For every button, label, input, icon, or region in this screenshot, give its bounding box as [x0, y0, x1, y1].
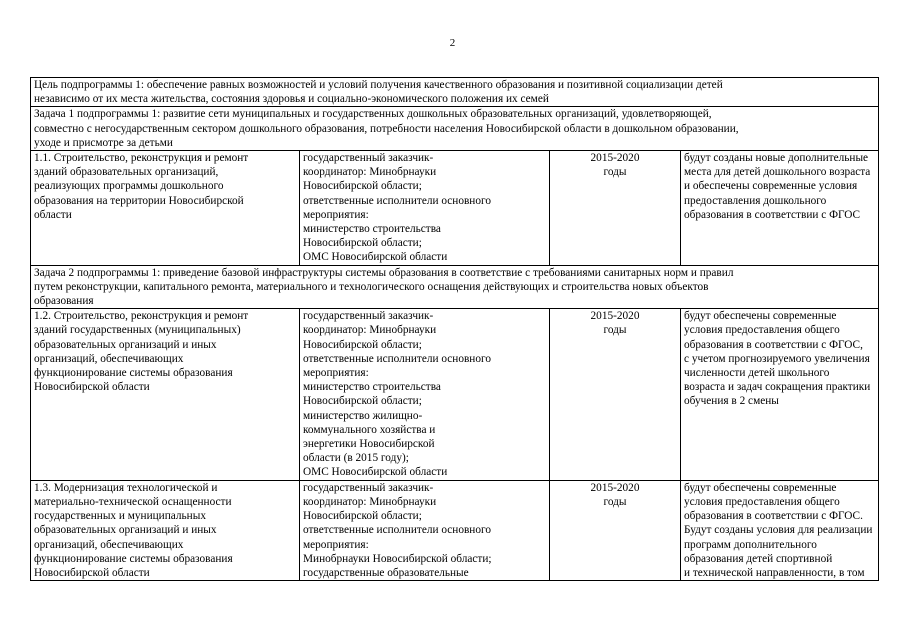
- subprogram-measures-table: [30, 77, 879, 581]
- table-row: [31, 309, 879, 480]
- goal-text: независимо от их места жительства, состояния здоровья и социально-экономического положения их семей: [34, 93, 549, 106]
- result-text: обучения в 2 смены: [684, 395, 779, 408]
- executor-text: координатор: Минобрнауки: [303, 166, 437, 179]
- result-text: условия предоставления общего: [684, 495, 840, 508]
- executor-text: государственный заказчик-: [303, 152, 434, 165]
- result-text: и технической направленности, в том: [684, 566, 865, 579]
- measure-text: образовательных организаций и иных: [34, 524, 217, 537]
- result-text: предоставления дошкольного: [684, 194, 827, 207]
- executor-text: государственный заказчик-: [303, 481, 434, 494]
- executor-text: Новосибирской области;: [303, 395, 422, 408]
- result-text: будут созданы новые дополнительные: [684, 152, 869, 165]
- result-text: численности детей школьного: [684, 367, 830, 380]
- executor-cell: [300, 480, 550, 580]
- executor-text: Новосибирской области;: [303, 510, 422, 523]
- result-text: условия предоставления общего: [684, 324, 840, 337]
- executor-text: мероприятия:: [303, 538, 369, 551]
- executor-text: министерство строительства: [303, 223, 441, 236]
- measure-text: области: [34, 208, 72, 221]
- task-2-text: путем реконструкции, капитального ремонта, материального и технологического оснащения действующих и строительства новых объектов: [34, 280, 709, 293]
- executor-text: государственные образовательные: [303, 566, 469, 579]
- result-cell: [681, 151, 879, 266]
- executor-text: Новосибирской области;: [303, 338, 422, 351]
- executor-text: Минобрнауки Новосибирской области;: [303, 552, 492, 565]
- result-cell: [681, 309, 879, 480]
- executor-text: министерство жилищно-: [303, 409, 423, 422]
- executor-text: области (в 2015 году);: [303, 452, 409, 465]
- measure-cell: [31, 151, 300, 266]
- measure-text: материально-технической оснащенности: [34, 495, 232, 508]
- measure-text: зданий образовательных организаций,: [34, 166, 219, 179]
- executor-text: Новосибирской области;: [303, 180, 422, 193]
- task-1-text: совместно с негосударственным сектором дошкольного образования, потребности населения Новосибирской области в дошкольном образовании,: [34, 122, 739, 135]
- result-text: будут обеспечены современные: [684, 481, 837, 494]
- goal-cell: [31, 78, 879, 107]
- measure-text: Новосибирской области: [34, 566, 150, 579]
- goal-text: Цель подпрограммы 1: обеспечение равных возможностей и условий получения качественного образования и позитивной социализации детей: [34, 79, 723, 91]
- period-text: 2015-2020: [590, 310, 640, 323]
- executor-text: Новосибирской области;: [303, 237, 422, 250]
- task-2-cell: [31, 265, 879, 309]
- executor-text: энергетики Новосибирской: [303, 438, 435, 451]
- period-text: 2015-2020: [590, 481, 640, 494]
- goal-row: [31, 78, 879, 107]
- result-text: программ дополнительного: [684, 538, 817, 551]
- task-2-row: [31, 265, 879, 309]
- task-1-row: [31, 107, 879, 151]
- executor-text: ответственные исполнители основного: [303, 194, 492, 207]
- result-text: места для детей дошкольного возраста: [684, 166, 871, 179]
- executor-cell: [300, 309, 550, 480]
- result-text: с учетом прогнозируемого увеличения: [684, 352, 870, 365]
- result-text: образования в соответствии с ФГОС.: [684, 510, 863, 523]
- measure-text: функционирование системы образования: [34, 552, 233, 565]
- measure-cell: [31, 480, 300, 580]
- executor-text: ОМС Новосибирской области: [303, 466, 448, 479]
- table-row: [31, 480, 879, 580]
- executor-text: государственный заказчик-: [303, 310, 434, 323]
- result-text: будут обеспечены современные: [684, 310, 837, 323]
- task-2-text: образования: [34, 295, 94, 308]
- period-cell: [550, 480, 681, 580]
- result-text: образования в соответствии с ФГОС,: [684, 338, 863, 351]
- executor-text: координатор: Минобрнауки: [303, 324, 437, 337]
- result-text: образования в соответствии с ФГОС: [684, 208, 861, 221]
- executor-text: ответственные исполнители основного: [303, 352, 492, 365]
- task-1-text: уходе и присмотре за детьми: [34, 136, 173, 149]
- executor-text: ОМС Новосибирской области: [303, 251, 448, 264]
- period-text: годы: [603, 495, 627, 508]
- measure-text: реализующих программы дошкольного: [34, 180, 224, 193]
- measure-text: 1.1. Строительство, реконструкция и ремонт: [34, 152, 249, 165]
- measure-text: образовательных организаций и иных: [34, 338, 217, 351]
- measure-text: функционирование системы образования: [34, 367, 233, 380]
- executor-text: министерство строительства: [303, 381, 441, 394]
- executor-text: координатор: Минобрнауки: [303, 495, 437, 508]
- period-text: годы: [603, 166, 627, 179]
- table-row: [31, 151, 879, 266]
- period-cell: [550, 151, 681, 266]
- result-text: и обеспечены современные условия: [684, 180, 858, 193]
- measure-text: зданий государственных (муниципальных): [34, 324, 241, 337]
- result-text: Будут созданы условия для реализации: [684, 524, 873, 537]
- measure-text: 1.2. Строительство, реконструкция и ремонт: [34, 310, 249, 323]
- period-text: годы: [603, 324, 627, 337]
- measure-text: Новосибирской области: [34, 381, 150, 394]
- period-text: 2015-2020: [590, 152, 640, 165]
- executor-text: мероприятия:: [303, 208, 369, 221]
- result-text: образования детей спортивной: [684, 552, 833, 565]
- executor-text: ответственные исполнители основного: [303, 524, 492, 537]
- result-text: возраста и задач сокращения практики: [684, 381, 871, 394]
- page-number: 2: [449, 37, 456, 49]
- measure-text: организаций, обеспечивающих: [34, 538, 184, 551]
- measure-text: 1.3. Модернизация технологической и: [34, 481, 218, 494]
- result-cell: [681, 480, 879, 580]
- executor-text: мероприятия:: [303, 367, 369, 380]
- period-cell: [550, 309, 681, 480]
- task-1-text: Задача 1 подпрограммы 1: развитие сети муниципальных и государственных дошкольных образовательных организаций, удовлетворяющей,: [34, 108, 712, 121]
- executor-text: коммунального хозяйства и: [303, 423, 436, 436]
- measure-text: государственных и муниципальных: [34, 510, 206, 523]
- measure-cell: [31, 309, 300, 480]
- task-2-text: Задача 2 подпрограммы 1: приведение базовой инфраструктуры системы образования в соответствие с требованиями санитарных норм и правил: [34, 266, 734, 279]
- executor-cell: [300, 151, 550, 266]
- measure-text: организаций, обеспечивающих: [34, 352, 184, 365]
- measure-text: образования на территории Новосибирской: [34, 194, 244, 207]
- task-1-cell: [31, 107, 879, 151]
